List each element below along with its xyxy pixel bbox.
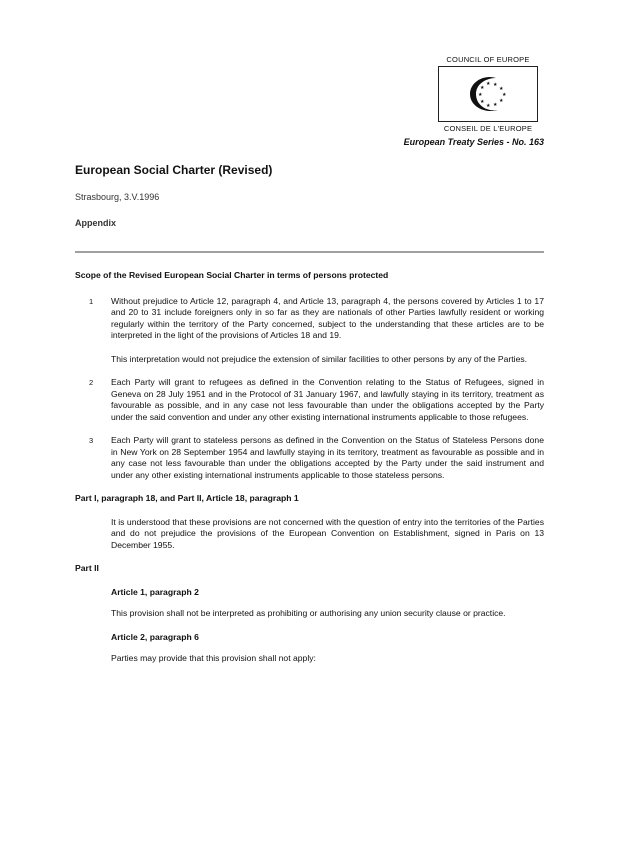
article1-heading: Article 1, paragraph 2 [111, 586, 199, 597]
item-number: 1 [89, 296, 94, 306]
numbered-item [75, 435, 544, 481]
svg-text:★: ★ [486, 103, 491, 109]
treaty-series-label: European Treaty Series - No. 163 [403, 137, 544, 147]
part1-paragraph: It is understood that these provisions are not concerned with the question of entry into the territories of the Parties and do not prejudice the provisions of the European Convention on Establishment, signed in Paris on 13 December 1955. [111, 516, 544, 550]
horizontal-divider [75, 251, 544, 253]
logo-bottom-text: CONSEIL DE L'EUROPE [443, 124, 533, 133]
numbered-item [75, 296, 544, 342]
appendix-label: Appendix [75, 218, 117, 228]
item-text: Each Party will grant to stateless persons as defined in the Convention on the Status of Stateless Persons done in New York on 28 September 1954 and lawfully staying in its territory, treatment as favourable as possible and in any case not less favourable than under the obligations accepted by the Party under the said instrument and under any other existing international instruments applicable to those stateless persons. [111, 435, 544, 480]
article2-paragraph: Parties may provide that this provision shall not apply: [111, 653, 316, 663]
logo-frame [438, 66, 538, 122]
council-of-europe-emblem-icon [458, 72, 518, 116]
item-text: Without prejudice to Article 12, paragraph 4, and Article 13, paragraph 4, the persons covered by Articles 1 to 17 and 20 to 31 include foreigners only in so far as they are nationals of other Parties lawfully resident or working regularly within the territory of the Party concerned, subject to the understanding that these articles are to be interpreted in the light of the provisions of Articles 18 and 19. [111, 295, 544, 340]
svg-text:★: ★ [478, 92, 483, 98]
scope-heading: Scope of the Revised European Social Charter in terms of persons protected [75, 270, 389, 280]
svg-text:★: ★ [480, 85, 485, 91]
svg-text:★: ★ [499, 98, 504, 104]
item-number: 3 [89, 436, 94, 445]
logo-top-text: COUNCIL OF EUROPE [446, 55, 530, 64]
place-date: Strasbourg, 3.V.1996 [75, 192, 160, 202]
document-title: European Social Charter (Revised) [75, 163, 273, 177]
svg-text:★: ★ [480, 99, 485, 105]
council-of-europe-logo [432, 55, 544, 133]
document-body [75, 270, 544, 677]
svg-text:★: ★ [493, 102, 498, 108]
article2-heading: Article 2, paragraph 6 [111, 631, 199, 642]
svg-text:★: ★ [499, 86, 504, 92]
svg-text:★: ★ [493, 82, 498, 88]
item-number: 2 [89, 378, 94, 387]
item-paragraph: This interpretation would not prejudice the extension of similar facilities to other persons by any of the Parties. [111, 353, 528, 364]
part2-heading: Part II [75, 563, 99, 573]
svg-text:★: ★ [486, 81, 491, 87]
part1-heading: Part I, paragraph 18, and Part II, Article 18, paragraph 1 [75, 493, 299, 503]
svg-text:★: ★ [502, 92, 507, 98]
numbered-item [75, 377, 544, 423]
item-text: Each Party will grant to refugees as defined in the Convention relating to the Status of Refugees, signed in Geneva on 28 July 1951 and in the Protocol of 31 January 1967, and lawfully staying in its territory, treatment as favourable as possible, and in any case not less favourable than under the obligations accepted by the Party under the said convention and under any other existing international instruments applicable to those refugees. [111, 377, 544, 422]
article1-paragraph: This provision shall not be interpreted as prohibiting or authorising any union security clause or practice. [111, 608, 506, 618]
